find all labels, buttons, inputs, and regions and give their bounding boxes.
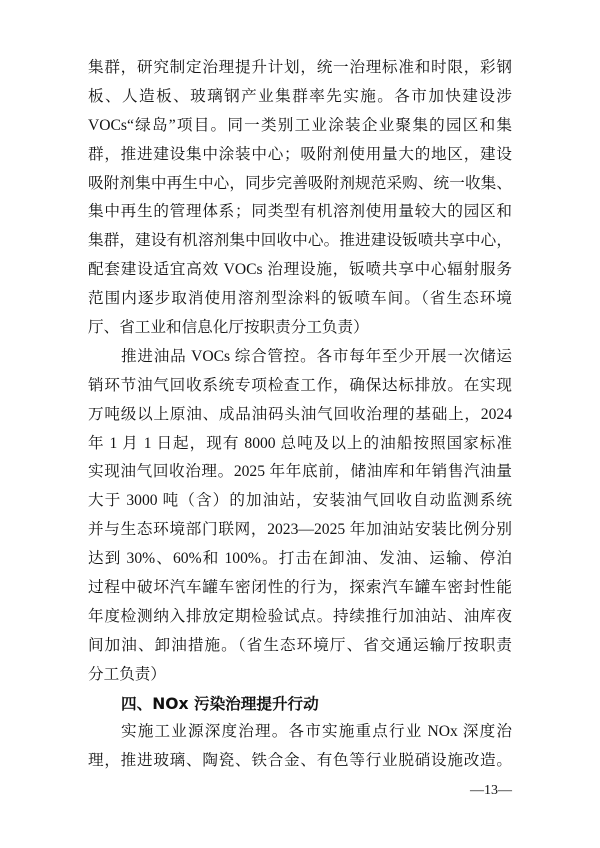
paragraph (88, 343, 512, 690)
body-line: 年 1 月 1 日起，现有 8000 总吨及以上的油船按照国家标准 (88, 434, 512, 452)
body-line: 板、人造板、玻璃钢产业集群率先实施。各市加快建设涉 (88, 87, 512, 105)
body-line: 年度检测纳入排放定期检验试点。持续推行加油站、油库夜 (88, 607, 512, 625)
body-line: 分工负责） (88, 665, 166, 683)
body-line: 理，推进玻璃、陶瓷、铁合金、有色等行业脱硝设施改造。 (88, 752, 512, 770)
body-line: 范围内逐步取消使用溶剂型涂料的钣喷车间。（省生态环境 (88, 290, 512, 308)
body-line: 间加油、卸油措施。（省生态环境厅、省交通运输厅按职责 (88, 636, 512, 654)
body-line: 吸附剂集中再生中心，同步完善吸附剂规范采购、统一收集、 (88, 174, 512, 192)
body-line: 集群，建设有机溶剂集中回收中心。推进建设钣喷共享中心， (88, 232, 512, 250)
section-heading: 四、NOx 污染治理提升行动 (121, 694, 319, 713)
body-line: 万吨级以上原油、成品油码头油气回收治理的基础上，2024 (88, 405, 512, 423)
body-line: 销环节油气回收系统专项检查工作，确保达标排放。在实现 (88, 376, 512, 394)
body-line: 实现油气回收治理。2025 年年底前，储油库和年销售汽油量 (88, 463, 512, 481)
body-line: 过程中破坏汽车罐车密闭性的行为，探索汽车罐车密封性能 (88, 579, 512, 597)
body-line: 推进油品 VOCs 综合管控。各市每年至少开展一次储运 (121, 347, 512, 365)
body-line: 实施工业源深度治理。各市实施重点行业 NOx 深度治 (121, 723, 512, 741)
body-line: 配套建设适宜高效 VOCs 治理设施，钣喷共享中心辐射服务 (88, 261, 512, 279)
body-line: VOCs“绿岛”项目。同一类别工业涂装企业聚集的园区和集 (88, 116, 512, 134)
document-body (88, 54, 512, 776)
body-line: 集群，研究制定治理提升计划，统一治理标准和时限，彩钢 (88, 59, 512, 76)
body-line: 达到 30%、60%和 100%。打击在卸油、发油、运输、停泊 (88, 550, 512, 568)
body-line: 群，推进建设集中涂装中心；吸附剂使用量大的地区，建设 (88, 145, 512, 163)
page-number: —13— (470, 783, 512, 798)
paragraph (88, 718, 512, 776)
body-line: 集中再生的管理体系；同类型有机溶剂使用量较大的园区和 (88, 203, 512, 221)
body-line: 大于 3000 吨（含）的加油站，安装油气回收自动监测系统 (88, 492, 512, 510)
paragraph (88, 54, 512, 343)
body-line: 并与生态环境部门联网，2023—2025 年加油站安装比例分别 (88, 521, 512, 539)
body-line: 厅、省工业和信息化厅按职责分工负责） (88, 319, 369, 337)
